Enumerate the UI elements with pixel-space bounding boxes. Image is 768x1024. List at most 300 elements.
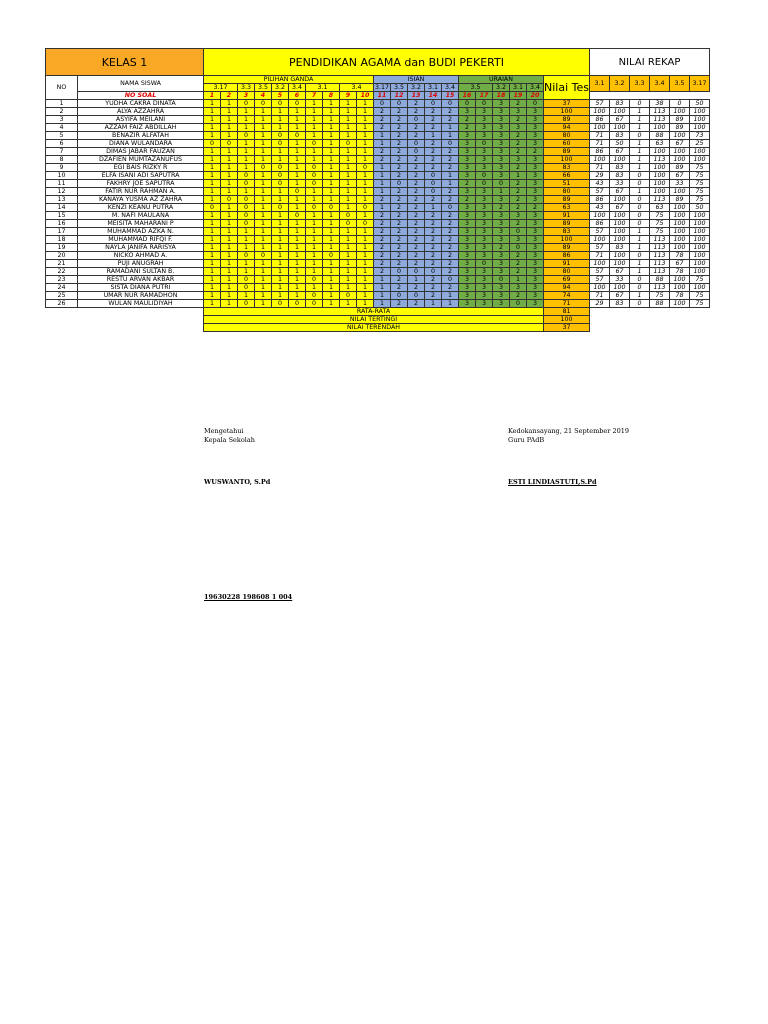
score-cell: 1 [272,188,289,196]
score-cell: 3 [527,164,544,172]
score-cell: 2 [391,244,408,252]
rekap-cell: 89 [669,196,689,204]
score-cell: 1 [255,180,272,188]
question-number-row [46,92,710,100]
question-number: 15 [442,92,459,100]
score-cell: 0 [425,100,442,108]
score-cell: 0 [204,204,221,212]
score-cell: 1 [272,116,289,124]
score-cell: 1 [255,156,272,164]
student-name: ELFA ISANI ADI SAPUTRA [78,172,204,180]
rekap-cell: 1 [629,140,649,148]
score-cell: 0 [357,164,374,172]
nilai-tes-cell: 71 [544,300,590,308]
score-cell: 2 [510,260,527,268]
score-cell: 3 [459,268,476,276]
rekap-cell: 100 [609,220,629,228]
rekap-cell: 113 [649,268,669,276]
rekap-cell: 1 [629,236,649,244]
score-cell: 1 [340,172,357,180]
score-cell: 3 [493,292,510,300]
student-no: 13 [46,196,78,204]
score-cell: 3 [527,292,544,300]
left-signature [204,427,255,445]
score-cell: 1 [272,236,289,244]
score-cell: 1 [442,124,459,132]
score-cell: 0 [255,164,272,172]
table-row [46,220,710,228]
score-cell: 1 [272,292,289,300]
score-cell: 0 [425,188,442,196]
score-cell: 2 [527,148,544,156]
rekap-cell: 83 [609,100,629,108]
summary-row [46,308,710,316]
summary-spacer [46,324,204,332]
score-cell: 1 [493,188,510,196]
score-cell: 1 [255,132,272,140]
rekap-cell: 67 [609,148,629,156]
score-cell: 1 [255,268,272,276]
score-cell: 0 [289,132,306,140]
score-cell: 1 [340,164,357,172]
score-cell: 1 [204,196,221,204]
score-cell: 1 [289,164,306,172]
score-cell: 3 [493,132,510,140]
score-cell: 2 [442,268,459,276]
score-cell: 3 [459,228,476,236]
score-cell: 1 [289,220,306,228]
rekap-cell: 75 [689,180,709,188]
score-cell: 0 [340,140,357,148]
nilai-tes-cell: 83 [544,228,590,236]
rekap-cell: 89 [669,164,689,172]
score-cell: 2 [408,188,425,196]
left-line-2: Kepala Sekolah [204,436,255,444]
rekap-cell: 100 [589,156,609,164]
score-cell: 3 [510,236,527,244]
rekap-cell: 71 [589,132,609,140]
rekap-cell: 50 [689,204,709,212]
score-cell: 1 [442,132,459,140]
uraian-header: URAIAN [459,76,544,84]
score-cell: 1 [221,292,238,300]
rekap-cell: 78 [669,252,689,260]
rekap-cell: 50 [689,100,709,108]
rekap-cell: 100 [649,164,669,172]
score-cell: 1 [425,204,442,212]
rekap-cell: 100 [689,236,709,244]
rekap-cell: 100 [689,220,709,228]
score-cell: 1 [357,260,374,268]
score-cell: 2 [510,180,527,188]
score-cell: 0 [238,212,255,220]
rekap-cell: 100 [689,124,709,132]
score-cell: 2 [408,212,425,220]
score-table [45,48,710,332]
rekap-cell: 86 [589,148,609,156]
rekap-cell: 83 [609,300,629,308]
rekap-cell: 1 [629,124,649,132]
rekap-cell: 113 [649,236,669,244]
score-cell: 1 [272,108,289,116]
score-cell: 0 [238,132,255,140]
score-cell: 1 [255,196,272,204]
question-number: 13 [408,92,425,100]
score-cell: 2 [408,108,425,116]
score-cell: 0 [306,292,323,300]
score-cell: 2 [374,148,391,156]
score-cell: 2 [374,260,391,268]
student-no: 25 [46,292,78,300]
rekap-cell: 57 [589,228,609,236]
rekap-cell: 100 [609,284,629,292]
score-cell: 0 [442,140,459,148]
score-cell: 3 [493,220,510,228]
rekap-cell: 100 [589,284,609,292]
rekap-cell: 88 [649,300,669,308]
table-row [46,268,710,276]
score-cell: 3 [459,292,476,300]
score-cell: 0 [306,204,323,212]
score-cell: 2 [510,116,527,124]
student-no: 20 [46,252,78,260]
table-row [46,156,710,164]
score-cell: 1 [272,196,289,204]
score-cell: 1 [374,172,391,180]
score-cell: 0 [238,172,255,180]
rekap-cell: 67 [669,260,689,268]
summary-row [46,316,710,324]
score-cell: 1 [306,100,323,108]
score-cell: 2 [391,252,408,260]
score-cell: 1 [306,108,323,116]
score-cell: 2 [425,220,442,228]
student-no: 24 [46,284,78,292]
rekap-cell: 88 [649,132,669,140]
score-cell: 1 [238,260,255,268]
score-cell: 1 [323,180,340,188]
table-row [46,196,710,204]
kd-pg-2: 3.3 [238,84,255,92]
score-cell: 3 [527,276,544,284]
score-cell: 0 [408,140,425,148]
kd-pg-4: 3.2 [272,84,289,92]
score-cell: 1 [272,148,289,156]
question-number: 11 [374,92,391,100]
score-cell: 0 [289,212,306,220]
question-number: 19 [510,92,527,100]
table-row [46,148,710,156]
question-number: 14 [425,92,442,100]
score-cell: 3 [476,132,493,140]
score-cell: 2 [510,100,527,108]
rekap-cell: 113 [649,156,669,164]
left-line-1: Mengetahui [204,427,244,435]
score-cell: 2 [510,268,527,276]
score-cell: 1 [204,220,221,228]
score-cell: 0 [476,140,493,148]
score-cell: 0 [238,276,255,284]
score-cell: 0 [272,172,289,180]
rekap-cell: 71 [589,292,609,300]
student-name: NICKO AHMAD A. [78,252,204,260]
score-cell: 1 [204,244,221,252]
rekap-cell: 57 [589,244,609,252]
kd-uraian-3: 3.1 [510,84,527,92]
score-cell: 0 [289,100,306,108]
rekap-kd-2: 3.2 [609,76,629,92]
rekap-cell: 113 [649,108,669,116]
score-cell: 3 [510,108,527,116]
score-cell: 2 [442,244,459,252]
score-cell: 1 [255,140,272,148]
score-cell: 1 [340,244,357,252]
student-no: 17 [46,228,78,236]
score-cell: 1 [204,236,221,244]
score-cell: 2 [442,260,459,268]
score-cell: 1 [306,188,323,196]
score-cell: 1 [289,148,306,156]
score-cell: 2 [425,212,442,220]
score-cell: 3 [527,188,544,196]
score-cell: 2 [391,204,408,212]
summary-spacer [46,316,204,324]
score-cell: 1 [306,132,323,140]
score-cell: 0 [272,100,289,108]
question-number: 1 [204,92,221,100]
score-cell: 1 [357,148,374,156]
score-cell: 2 [391,236,408,244]
nilai-tes-cell: 100 [544,108,590,116]
score-cell: 3 [476,196,493,204]
score-cell: 1 [204,148,221,156]
score-cell: 0 [408,148,425,156]
score-cell: 3 [476,148,493,156]
nilai-tes-cell: 69 [544,276,590,284]
rekap-cell: 100 [649,172,669,180]
table-row [46,276,710,284]
score-cell: 1 [289,292,306,300]
score-cell: 1 [221,108,238,116]
score-cell: 2 [442,156,459,164]
name-header: NAMA SISWA [78,76,204,92]
score-cell: 0 [476,180,493,188]
rekap-cell: 113 [649,196,669,204]
score-cell: 1 [221,220,238,228]
rekap-cell: 100 [669,276,689,284]
score-cell: 2 [374,108,391,116]
rekap-title: NILAI REKAP [589,49,709,76]
score-cell: 1 [357,212,374,220]
score-cell: 1 [221,148,238,156]
right-signature [508,427,629,445]
score-cell: 2 [408,252,425,260]
rekap-cell: 75 [689,300,709,308]
score-cell: 1 [442,180,459,188]
rekap-cell: 100 [589,260,609,268]
rekap-cell: 100 [669,108,689,116]
score-cell: 3 [476,116,493,124]
score-cell: 1 [204,252,221,260]
rekap-cell: 75 [649,228,669,236]
student-name: MUHAMMAD RIFQI F. [78,236,204,244]
score-cell: 2 [391,260,408,268]
nilai-tes-cell: 74 [544,292,590,300]
rekap-cell: 67 [609,188,629,196]
rekap-cell: 0 [629,252,649,260]
score-cell: 1 [357,292,374,300]
table-row [46,188,710,196]
score-cell: 3 [476,284,493,292]
student-no: 12 [46,188,78,196]
score-cell: 1 [340,260,357,268]
score-cell: 2 [510,292,527,300]
score-cell: 3 [476,268,493,276]
rekap-cell: 100 [649,124,669,132]
score-cell: 1 [357,300,374,308]
score-cell: 1 [357,268,374,276]
score-cell: 3 [510,156,527,164]
table-row [46,172,710,180]
kd-isian-2: 3.5 [391,84,408,92]
score-cell: 2 [374,220,391,228]
score-cell: 3 [527,236,544,244]
rekap-cell: 100 [589,108,609,116]
score-cell: 1 [323,228,340,236]
score-cell: 3 [476,156,493,164]
table-row [46,228,710,236]
score-cell: 1 [221,244,238,252]
score-cell: 1 [255,172,272,180]
student-no: 16 [46,220,78,228]
score-cell: 3 [459,164,476,172]
rekap-cell: 100 [669,300,689,308]
score-cell: 1 [306,124,323,132]
student-name: ASYIFA MEILANI [78,116,204,124]
nilai-tes-cell: 94 [544,124,590,132]
rekap-cell: 75 [689,164,709,172]
score-cell: 1 [357,172,374,180]
student-no: 5 [46,132,78,140]
score-cell: 2 [442,284,459,292]
score-cell: 3 [459,188,476,196]
rekap-cell: 1 [629,260,649,268]
score-cell: 1 [255,188,272,196]
student-name: RAMADANI SULTAN B. [78,268,204,276]
score-cell: 3 [476,228,493,236]
rekap-cell: 63 [649,204,669,212]
score-cell: 2 [442,236,459,244]
score-cell: 2 [408,204,425,212]
rekap-cell: 100 [669,204,689,212]
score-cell: 3 [527,116,544,124]
score-cell: 0 [374,100,391,108]
rekap-cell: 33 [669,180,689,188]
score-cell: 1 [323,244,340,252]
score-cell: 3 [493,172,510,180]
score-cell: 1 [340,180,357,188]
score-cell: 1 [340,300,357,308]
score-cell: 1 [255,300,272,308]
kd-isian-3: 3.2 [408,84,425,92]
score-cell: 1 [221,132,238,140]
score-cell: 2 [374,228,391,236]
score-cell: 2 [459,116,476,124]
rekap-cell: 100 [669,236,689,244]
score-cell: 3 [459,260,476,268]
rekap-cell: 100 [669,284,689,292]
score-cell: 1 [289,228,306,236]
score-cell: 1 [272,260,289,268]
student-name: SISTA DIANA PUTRI [78,284,204,292]
rekap-cell: 100 [589,236,609,244]
rekap-cell: 100 [669,148,689,156]
rekap-cell: 100 [609,196,629,204]
rekap-cell: 1 [629,148,649,156]
nilai-tes-cell: 86 [544,252,590,260]
table-row [46,236,710,244]
score-cell: 1 [272,244,289,252]
rekap-cell: 75 [689,196,709,204]
student-no: 3 [46,116,78,124]
nilai-tes-cell: 80 [544,132,590,140]
rekap-cell: 75 [689,188,709,196]
rekap-cell: 100 [609,236,629,244]
score-cell: 1 [357,124,374,132]
score-cell: 2 [442,228,459,236]
score-cell: 3 [476,244,493,252]
rekap-cell: 1 [629,156,649,164]
score-cell: 1 [306,228,323,236]
rekap-cell: 75 [689,172,709,180]
score-cell: 1 [255,220,272,228]
rekap-cell: 0 [629,276,649,284]
score-cell: 3 [493,164,510,172]
score-cell: 0 [510,228,527,236]
score-cell: 0 [306,300,323,308]
score-cell: 0 [272,132,289,140]
score-cell: 2 [493,204,510,212]
score-cell: 0 [238,252,255,260]
student-no: 8 [46,156,78,164]
rekap-cell: 29 [589,172,609,180]
score-cell: 3 [476,164,493,172]
score-cell: 1 [374,292,391,300]
rekap-cell: 43 [589,180,609,188]
summary-rows [46,308,710,332]
score-cell: 3 [493,116,510,124]
student-no: 4 [46,124,78,132]
no-soal-label: NO SOAL [78,92,204,100]
rekap-cell: 78 [669,292,689,300]
rekap-cell: 33 [609,180,629,188]
rekap-cell: 25 [689,140,709,148]
score-cell: 1 [289,204,306,212]
score-cell: 1 [272,276,289,284]
score-cell: 3 [493,228,510,236]
score-cell: 2 [425,276,442,284]
rekap-cell: 67 [609,292,629,300]
score-cell: 2 [425,140,442,148]
score-cell: 2 [510,132,527,140]
score-cell: 1 [306,268,323,276]
rekap-cell: 113 [649,284,669,292]
rekap-cell: 100 [689,116,709,124]
rekap-cell: 100 [689,148,709,156]
rekap-cell: 75 [689,276,709,284]
score-cell: 1 [204,300,221,308]
score-cell: 1 [272,228,289,236]
